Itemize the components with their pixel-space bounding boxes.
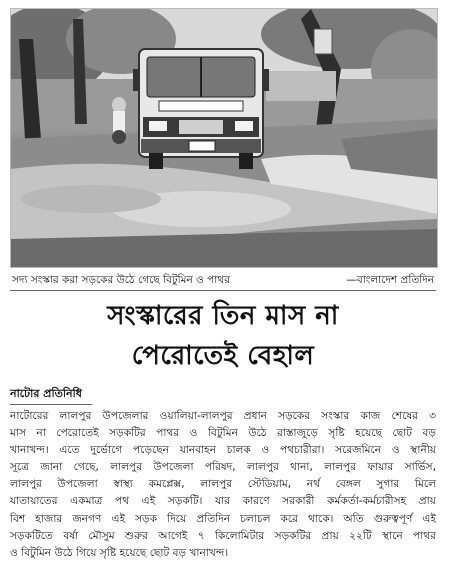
caption-text: সদ্য সংস্কার করা সড়কের উঠে গেছে বিটুমিন ও পাথর xyxy=(12,274,230,286)
body-line: লালপুর উপজেলা স্বাস্থ্য কমপ্লেক্স, লালপুর স্টেডিয়াম, নর্থ বেঙ্গল সুগার মিলে xyxy=(10,478,436,491)
body-line: ও বিটুমিন উঠে গিয়ে সৃষ্টি হয়েছে ছোট বড় খানাখন্দ। xyxy=(10,546,229,559)
headline-line-1: সংস্কারের তিন মাস না xyxy=(107,301,339,331)
article-body xyxy=(10,408,436,562)
article-headline xyxy=(10,296,436,376)
body-line: সড়কটিতে বর্ষা মৌসুম শুরুর আগেই ৭ কিলোমিটার সড়কটির প্রায় ২২টি স্থানে পাথর xyxy=(10,529,436,542)
byline: নাটোর প্রতিনিধি xyxy=(10,384,92,405)
body-line: মাস না পেরোতেই সড়কটির পাথর ও বিটুমিন উঠে রাস্তাজুড়ে সৃষ্টি হয়েছে ছোট বড় xyxy=(10,427,436,440)
body-line: নাটোরের লালপুর উপজেলার ওয়ালিয়া-লালপুর প্রধান সড়কের সংস্কার কাজ শেষের ৩ xyxy=(10,410,436,422)
body-line: যাতায়াতের একমাত্র পথ এই সড়কটি। যার কারণে সরকারী কর্মকর্তা-কর্মচারীসহ প্রায় xyxy=(10,495,436,508)
photo-credit: —বাংলাদেশ প্রতিদিন xyxy=(346,274,434,286)
body-line: বিশ হাজার জনগণ এই সড়ক দিয়ে প্রতিদিন চলাচল করে থাকে। অতি গুরুত্বপূর্ণ এই xyxy=(10,512,436,525)
body-line: খানাখন্দ। এতে দুর্ভোগে পড়েছেন যানবাহন চালক ও পথচারীরা। সরেজমিনে ও স্থানীয় xyxy=(10,444,436,457)
photo-caption xyxy=(10,270,436,291)
body-line: সূত্রে জানা গেছে, লালপুর উপজেলা পরিষদ, লালপুর থানা, লালপুর ফায়ার সার্ভিস, xyxy=(10,461,436,474)
headline-line-2: পেরোতেই বেহাল xyxy=(131,341,315,371)
news-photo xyxy=(10,8,438,268)
truck-on-damaged-road-photo xyxy=(11,9,437,267)
